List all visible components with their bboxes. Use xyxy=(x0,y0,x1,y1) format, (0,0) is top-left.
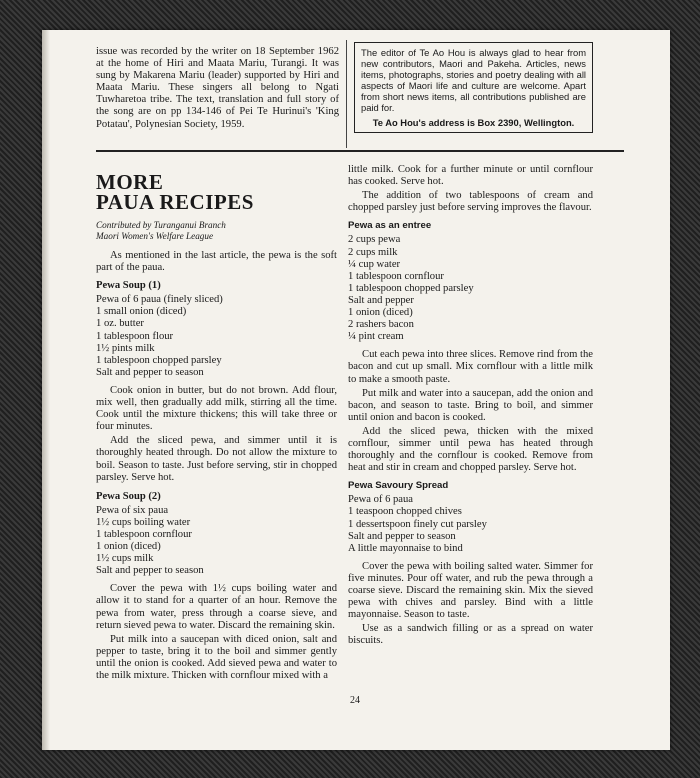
spread-method xyxy=(348,561,593,648)
ingredient-line: Salt and pepper to season xyxy=(348,530,456,542)
column-divider xyxy=(346,40,347,148)
ingredient-line: Salt and pepper to season xyxy=(96,565,204,577)
ingredient-line: 1 teaspoon chopped chives xyxy=(348,506,462,518)
spread-heading: Pewa Savoury Spread xyxy=(348,480,449,492)
page-number: 24 xyxy=(350,695,360,706)
ingredient-line: 1 onion (diced) xyxy=(348,307,413,319)
soup2-method xyxy=(96,583,337,682)
ingredient-line: 2 rashers bacon xyxy=(348,319,414,331)
method-paragraph: Put milk into a saucepan with diced onion, salt and pepper to taste, bring it to the boil and simmer gently until the onion is cooked. Add sieved pewa and water to the milk mixture. Thicken with cornflour mixed with a xyxy=(96,633,337,681)
ingredient-line: 2 cups pewa xyxy=(348,234,401,246)
left-column xyxy=(96,166,337,684)
method-paragraph: The addition of two tablespoons of cream and chopped parsley just before serving improves the flavour. xyxy=(348,190,593,214)
ingredient-line: Pewa of 6 paua (finely sliced) xyxy=(96,294,223,306)
method-paragraph: Use as a sandwich filling or as a spread on water biscuits. xyxy=(348,623,593,647)
spread-ingredients xyxy=(348,494,593,554)
article-title xyxy=(96,172,337,212)
method-paragraph: Put milk and water into a saucepan, add the onion and bacon, and season to taste. Bring to boil, and simmer until onion and bacon is cooked. xyxy=(348,387,593,423)
ingredient-line: Pewa of six paua xyxy=(96,504,169,516)
editor-notice-box xyxy=(354,42,593,133)
soup2-continued xyxy=(348,164,593,214)
soup2-ingredients xyxy=(96,505,337,578)
ingredient-line: 1 tablespoon chopped parsley xyxy=(96,354,222,366)
entree-ingredients xyxy=(348,234,593,343)
credit-line-2: Maori Women's Welfare League xyxy=(96,231,214,241)
ingredient-line: 1 dessertspoon finely cut parsley xyxy=(348,518,487,530)
ingredient-line: ¼ cup water xyxy=(348,258,401,270)
intro-paragraph: issue was recorded by the writer on 18 September 1962 at the home of Hiri and Maata Mariu, Turangi. It was sung by Makarena Mariu (leader) supported by Hiri and Maata Mariu. These singers all belong to Ngati Tuwharetoa tribe. The text, translation and full story of the song are on pp 134-146 of Pei Te Hurinui's 'King Potatau', Polynesian Society, 1959. xyxy=(96,46,339,130)
title-line-1: MORE xyxy=(96,170,164,194)
ingredient-line: A little mayonnaise to bind xyxy=(348,542,463,554)
method-paragraph: little milk. Cook for a further minute or until cornflour has cooked. Serve hot. xyxy=(348,164,593,188)
ingredient-line: 2 cups milk xyxy=(348,246,398,258)
soup1-heading: Pewa Soup (1) xyxy=(96,280,161,292)
ingredient-line: 1 onion (diced) xyxy=(96,541,161,553)
method-paragraph: Add the sliced pewa, thicken with the mixed cornflour, simmer until pewa has heated through thoroughly and the cornflour is cooked. Remove from heat and stir in cream and chopped parsley. Serve hot. xyxy=(348,425,593,474)
ingredient-line: 1 oz. butter xyxy=(96,318,144,330)
soup1-ingredients xyxy=(96,294,337,379)
ingredient-line: 1½ pints milk xyxy=(96,342,155,354)
soup2-heading: Pewa Soup (2) xyxy=(96,490,161,502)
lead-paragraph: As mentioned in the last article, the pewa is the soft part of the paua. xyxy=(96,250,337,274)
ingredient-line: 1 tablespoon chopped parsley xyxy=(348,282,474,294)
method-paragraph: Cut each pewa into three slices. Remove rind from the bacon and cut up small. Mix cornflour with a little milk to make a smooth paste. xyxy=(348,349,593,385)
ingredient-line: Pewa of 6 paua xyxy=(348,494,414,506)
ingredient-line: ¼ pint cream xyxy=(348,331,404,343)
title-line-2: PAUA RECIPES xyxy=(96,190,254,214)
ingredient-line: Salt and pepper to season xyxy=(96,366,204,378)
ingredient-line: Salt and pepper xyxy=(348,294,414,306)
ingredient-line: 1 small onion (diced) xyxy=(96,306,187,318)
ingredient-line: 1 tablespoon cornflour xyxy=(96,528,192,540)
credit-line-1: Contributed by Turanganui Branch xyxy=(96,220,226,230)
method-paragraph: Cover the pewa with 1½ cups boiling water and allow it to stand for a quarter of an hour. Remove the pewa from water, press through a coarse sieve, and return sieved pewa to water. Discard the remaining skin. xyxy=(96,583,337,631)
method-paragraph: Cook onion in butter, but do not brown. Add flour, mix well, then gradually add milk, stirring all the time. Cook until the mixture thickens; this will take three or four minutes. xyxy=(96,384,337,433)
ingredient-line: 1 tablespoon flour xyxy=(96,330,174,342)
method-paragraph: Cover the pewa with boiling salted water. Simmer for five minutes. Pour off water, and rub the pewa through a coarse sieve. Discard the remaining skin. Mix the sieved pewa with chives and parsley. Bind with a little mayonnaise. Season to taste. xyxy=(348,560,593,621)
article-credit xyxy=(96,220,337,242)
ingredient-line: 1½ cups boiling water xyxy=(96,516,191,528)
page-gutter-shadow xyxy=(42,30,50,750)
soup1-method xyxy=(96,385,337,484)
ingredient-line: 1 tablespoon cornflour xyxy=(348,270,444,282)
notice-address: Te Ao Hou's address is Box 2390, Wellington. xyxy=(372,117,575,128)
ingredient-line: 1½ cups milk xyxy=(96,553,154,565)
section-rule xyxy=(96,150,624,152)
entree-heading: Pewa as an entree xyxy=(348,220,432,232)
right-column xyxy=(348,164,593,649)
notice-text: The editor of Te Ao Hou is always glad to hear from new contributors, Maori and Pakeha. Articles, news items, photographs, stories and poetry dealing with all aspects of Maori life and culture are welcome. Apart from short news items, all contributions published are paid for. xyxy=(361,47,586,113)
method-paragraph: Add the sliced pewa, and simmer until it is thoroughly heated through. Do not allow the mixture to boil. Season to taste. Just before serving, stir in chopped parsley. Serve hot. xyxy=(96,435,337,483)
entree-method xyxy=(348,349,593,474)
